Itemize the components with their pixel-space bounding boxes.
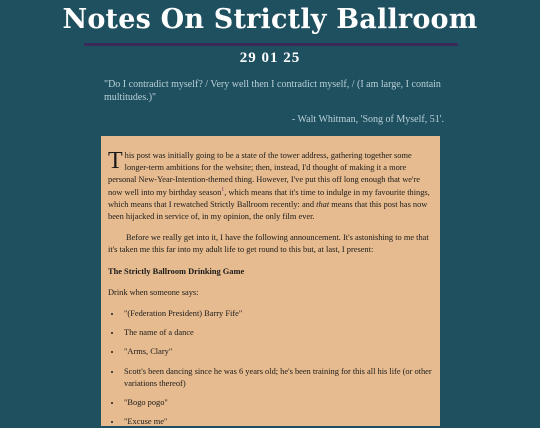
list-item: • "Bogo pogo" bbox=[122, 397, 432, 409]
post-body bbox=[101, 136, 440, 426]
intro-text-1: his post was initially going to be a state of the tower address, gathering together some longer-term ambitions for the website; then, instead, I'd thought of making it a more personal New-Year-Intention-themed thing. However, I've put this off long enough that we're now well into my birthday season bbox=[108, 151, 420, 197]
title-divider bbox=[84, 43, 458, 46]
drop-cap: T bbox=[108, 148, 123, 174]
epigraph bbox=[104, 78, 444, 126]
drink-when-label: Drink when someone says: bbox=[108, 287, 199, 297]
epigraph-attribution: - Walt Whitman, 'Song of Myself, 51'. bbox=[291, 114, 444, 125]
site-title[interactable]: Notes On Strictly Ballroom bbox=[62, 4, 478, 35]
intro-text-2: , which means that it's time to indulge in my favourite things, which means that I rewatched Strictly Ballroom recently: and bbox=[108, 187, 430, 209]
intro-paragraph bbox=[108, 150, 432, 223]
epigraph-quote: "Do I contradict myself? / Very well then I contradict myself, / (I am large, I contain multitudes.)" bbox=[104, 79, 441, 103]
list-item: • "Excuse me" bbox=[122, 416, 432, 428]
list-item: • The name of a dance bbox=[122, 327, 432, 339]
footnote-link[interactable]: 1 bbox=[221, 186, 225, 193]
list-item: • Scott's been dancing since he was 6 years old; he's been training for this all his life (or other variations thereof) bbox=[122, 366, 432, 390]
post-date: 29 01 25 bbox=[239, 50, 301, 66]
list-item: • "(Federation President) Barry Fife" bbox=[122, 308, 432, 320]
intro-emphasis: that bbox=[316, 199, 330, 209]
announcement-paragraph: Before we really get into it, I have the following announcement. It's astonishing to me that it's taken me this far into my adult life to get round to this but, at last, I present: bbox=[108, 233, 429, 255]
drink-list bbox=[108, 308, 432, 428]
drinking-game-title: The Strictly Ballroom Drinking Game bbox=[108, 266, 245, 276]
intro-text-3: means that this post has now been hijacked in service of, in my opinion, the only film ever. bbox=[108, 199, 428, 222]
list-item: • "Arms, Clary" bbox=[122, 346, 432, 358]
